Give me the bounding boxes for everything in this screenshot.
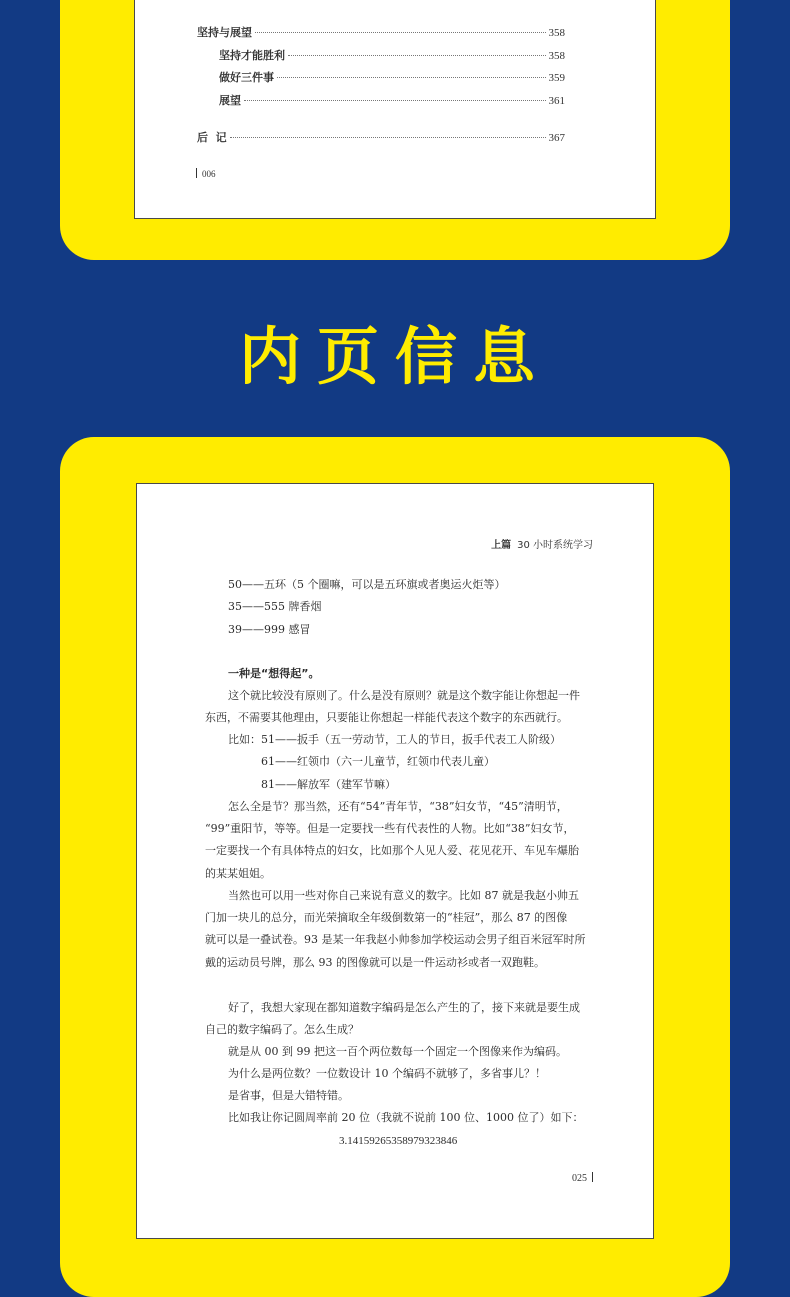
toc-entry (197, 24, 565, 40)
toc-leader-dots (277, 77, 546, 78)
text-line: 50——五环（5 个圈嘛，可以是五环旗或者奥运火炬等） (228, 578, 506, 591)
folio-rule (196, 168, 197, 178)
toc-entry (219, 69, 565, 85)
text-line: 81——解放军（建军节嘛） (261, 778, 396, 791)
text-line: 为什么是两位数？一位数设计 10 个编码不就够了，多省事儿？！ (228, 1067, 546, 1080)
page-number (572, 1172, 593, 1184)
toc-entry (219, 47, 565, 63)
text-line: 的某某姐姐。 (205, 867, 271, 880)
text-line: 35——555 牌香烟 (228, 600, 322, 613)
toc-entry-title: 做好三件事 (219, 71, 274, 84)
toc-leader-dots (288, 55, 546, 56)
toc-folio-number: 006 (202, 169, 216, 179)
toc-entry-page: 367 (548, 132, 565, 144)
text-line: 东西，不需要其他理由，只要能让你想起一样能代表这个数字的东西就行。 (205, 711, 568, 724)
toc-leader-dots (255, 32, 546, 33)
toc-entry-title: 坚持才能胜利 (219, 49, 285, 62)
text-line: 怎么全是节？那当然，还有“54”青年节，“38”妇女节，“45”清明节， (228, 800, 568, 813)
text-line: 是省事，但是大错特错。 (228, 1089, 349, 1102)
text-line: 就是从 00 到 99 把这一百个两位数每一个固定一个图像来作为编码。 (228, 1045, 567, 1058)
text-line: 当然也可以用一些对你自己来说有意义的数字。比如 87 就是我赵小帅五 (228, 889, 579, 902)
text-line: 比如：51——扳手（五一劳动节，工人的节日，扳手代表工人阶级） (228, 733, 561, 746)
toc-entry-page: 359 (548, 72, 565, 84)
pi-digits-line: 3.14159265358979323846 (339, 1135, 458, 1147)
text-line: 门加一块儿的总分，而光荣摘取全年级倒数第一的“桂冠”，那么 87 的图像 (205, 911, 568, 924)
page-number-rule (592, 1172, 593, 1182)
text-line: 好了，我想大家现在都知道数字编码是怎么产生的了，接下来就是要生成 (228, 1001, 580, 1014)
text-line: 戴的运动员号牌，那么 93 的图像就可以是一件运动衫或者一双跑鞋。 (205, 956, 545, 969)
text-line: 这个就比较没有原则了。什么是没有原则？就是这个数字能让你想起一件 (228, 689, 580, 702)
text-line: 一定要找一个有具体特点的妇女，比如那个人见人爱、花见花开、车见车爆胎 (205, 844, 579, 857)
running-head-title: 30 小时系统学习 (517, 540, 593, 551)
toc-entry-page: 361 (548, 95, 565, 107)
running-head-part: 上篇 (491, 540, 512, 551)
toc-entry (197, 129, 565, 145)
subheading-line: 一种是“想得起”。 (228, 667, 320, 680)
toc-folio (196, 168, 216, 179)
toc-entry-title: 后 记 (197, 131, 227, 144)
toc-entry-title: 坚持与展望 (197, 26, 252, 39)
toc-entry-title: 展望 (219, 94, 241, 107)
page-number-value: 025 (572, 1173, 587, 1184)
toc-leader-dots (244, 100, 546, 101)
section-heading: 内页信息 (238, 320, 551, 393)
inner-page (136, 483, 654, 1239)
text-line: 39——999 感冒 (228, 623, 311, 636)
running-head (491, 536, 593, 551)
text-line: 就可以是一叠试卷。93 是某一年我赵小帅参加学校运动会男子组百米冠军时所 (205, 933, 586, 946)
toc-leader-dots (230, 137, 546, 138)
toc-entry-page: 358 (548, 27, 565, 39)
text-line: “99”重阳节，等等。但是一定要找一些有代表性的人物。比如“38”妇女节， (205, 822, 575, 835)
toc-entry (219, 92, 565, 108)
toc-page (134, 0, 656, 219)
text-line: 比如我让你记圆周率前 20 位（我就不说前 100 位、1000 位了）如下： (228, 1111, 584, 1124)
text-line: 自己的数字编码了。怎么生成？ (205, 1023, 359, 1036)
text-line: 61——红领巾（六一儿童节，红领巾代表儿童） (261, 755, 495, 768)
toc-entry-page: 358 (548, 50, 565, 62)
